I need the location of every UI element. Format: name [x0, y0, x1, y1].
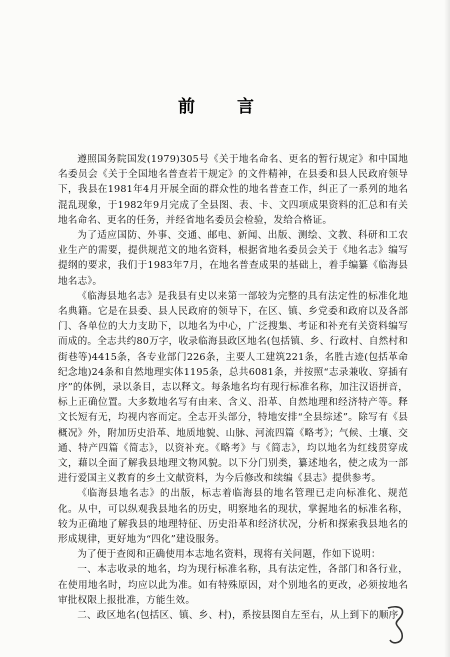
page-title: 前 言	[178, 97, 272, 117]
document-body	[58, 152, 408, 623]
paragraph-note-2: 二、政区地名(包括区、镇、乡、村)，系按县图自左至右，从上到下的顺序	[77, 610, 399, 622]
paragraph-content: 《临海县地名志》是我县有史以来第一部较为完整的具有法定性的标准化地名典籍。它是在县委、县人民政府的领导下，在区、镇、乡党委和政府以及各部门、各单位的大力支助下，以地名为中心，广泛搜集、考证和补充有关资料编写而成的。全志共约80万字，收录临海县政区地名(包括镇、乡、行政村、自然村和街巷等)4415条，各专业部门226条，主要人工建筑221条，名胜古迹(包括革命纪念地)24条和自然地理实体1195条，总共6081条，并按照“志录兼收、穿插有序”的体例，录以条目，志以释文。每条地名均有现行标准名称，加注汉语拼音，标上正确位置。大多数地名写有由来、含义、沿革、自然地理和经济特产等。释文长短有无，均视内容而定。全志开头部分，特地安排“全县综述”。除写有《县概况》外，附加历史沿革、地质地貌、山脉、河流四篇《略考》；气候、土壤、交通、特产四篇《简志》，以资补充。《略考》与《简志》，均以地名为红线贯穿成文，藉以全面了解我县地理文物风貌。以下分门别类，纂述地名，使之成为一部进行爱国主义教育的乡土文献资料，为今后修改和续编《县志》提供参考。	[58, 290, 408, 485]
paragraph-notes-intro: 为了便于查阅和正确使用本志地名资料，现将有关问题，作如下说明：	[77, 549, 381, 561]
paragraph-intro: 遵照国务院国发(1979)305号《关于地名命名、更名的暂行规定》和中国地名委员会《关于全国地名普查若干规定》的文件精神，在县委和县人民政府领导下，我县在1981年4月开展全面的群众性的地名普查工作，纠正了一系列的地名混乱现象，于1982年9月完成了全县图、表、卡、文四项成果资料的汇总和有关地名命名、更名的任务，并经省地名委员会检验，发给合格证。	[58, 154, 408, 226]
paragraph-significance: 《临海县地名志》的出版，标志着临海县的地名管理已走向标准化、规范化。从中，可以纵观我县地名的历史，明察地名的现状，掌握地名的标准名称，较为正确地了解我县的地理特征、历史沿革和经济状况，分析和探索我县地名的形成规律，更好地为“四化”建设服务。	[58, 488, 408, 546]
paragraph-note-1: 一、本志收录的地名，均为现行标准名称，具有法定性，各部门和各行业，在使用地名时，均应以此为准。如有特殊原因，对个别地名的更改，必须按地名审批权限上报批准，方能生效。	[58, 564, 408, 606]
paragraph-purpose: 为了适应国防、外事、交通、邮电、新闻、出版、测绘、文教、科研和工农业生产的需要，提供规范文的地名资料，根据省地名委员会关于《地名志》编写提纲的要求，我们于1983年7月，在地名普查成果的基础上，着手编纂《临海县地名志》。	[58, 230, 408, 287]
page-edge-shadow	[444, 0, 450, 657]
handwritten-mark	[382, 602, 412, 646]
